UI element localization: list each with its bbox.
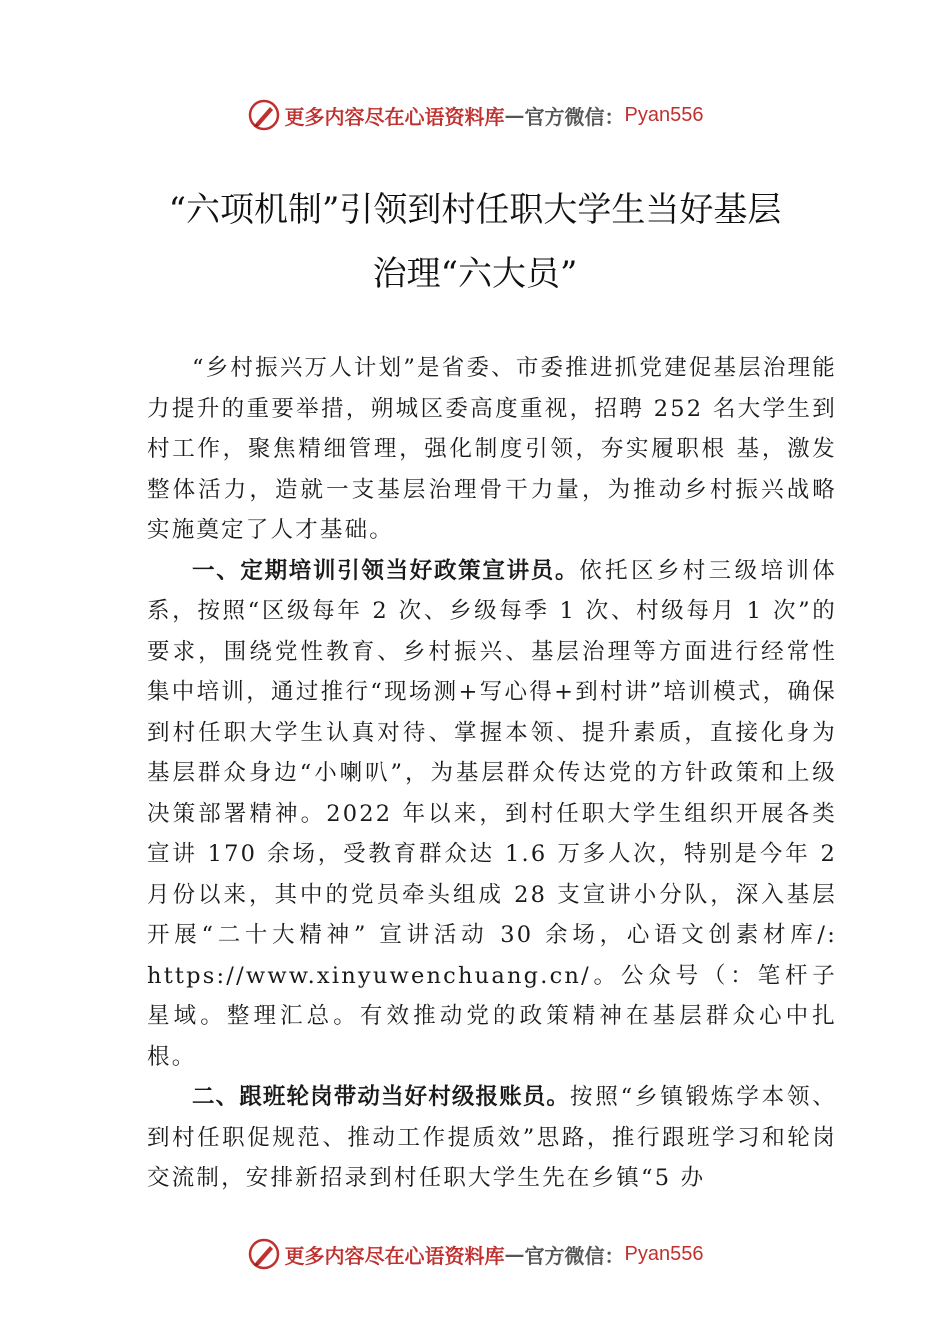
document-body (147, 348, 837, 1199)
watermark-brand-text: 更多内容尽在心语资料库 (284, 104, 505, 129)
watermark-banner-bottom (0, 1234, 950, 1274)
document-title-line-2: 治理“六大员” (372, 254, 578, 294)
section-2-body: 按照“乡镇锻炼学本领、到村任职促规范、推动工作提质效”思路，推行跟班学习和轮岗交流制，安排新招录到村任职大学生先在乡镇“5 办 (147, 1084, 837, 1191)
document-title-line-1: “六项机制”引领到村任职大学生当好基层 (168, 190, 782, 230)
pen-circle-logo-icon (247, 1237, 281, 1271)
section-1-heading: 一、定期培训引领当好政策宣讲员。 (192, 557, 580, 584)
section-1-paragraph (147, 551, 837, 1078)
intro-paragraph: “乡村振兴万人计划”是省委、市委推进抓党建促基层治理能力提升的重要举措，朔城区委高度重视，招聘 252 名大学生到村工作，聚焦精细管理，强化制度引领，夯实履职根 基，激发整体活力，造就一支基层治理骨干力量，为推动乡村振兴战略实施奠定了人才基础。 (147, 355, 837, 543)
watermark-wechat-label: 官方微信： (524, 104, 625, 129)
watermark-dash: — (504, 103, 525, 127)
section-2-paragraph (147, 1077, 837, 1199)
section-2-heading: 二、跟班轮岗带动当好村级报账员。 (192, 1084, 571, 1110)
watermark-wechat-handle: Pyan556 (624, 1242, 704, 1265)
section-1-body: 依托区乡村三级培训体系，按照“区级每年 2 次、乡级每季 1 次、村级每月 1 次”的要求，围绕党性教育、乡村振兴、基层治理等方面进行经常性集中培训，通过推行“现场测+写心得+到村讲”培训模式，确保到村任职大学生认真对待、掌握本领、提升素质，直接化身为基层群众身边“小喇叭”，为基层群众传达党的方针政策和上级决策部署精神。2022 年以来，到村任职大学生组织开展各类宣讲 170 余场，受教育群众达 1.6 万多人次，特别是今年 2 月份以来，其中的党员牵头组成 28 支宣讲小分队，深入基层开展“二十大精神” 宣讲活动 30 余场，心语文创素材库/: https://www.xinyuwenchuang.cn/。公众号（：笔杆子星域。整理汇总。有效推动党的政策精神在基层群众心中扎根。 (147, 557, 837, 1070)
watermark-dash: — (504, 1242, 525, 1266)
pen-circle-logo-icon (247, 98, 281, 132)
watermark-banner-top (0, 95, 950, 135)
watermark-wechat-label: 官方微信： (524, 1243, 625, 1268)
watermark-wechat-handle: Pyan556 (624, 103, 704, 126)
watermark-brand-text: 更多内容尽在心语资料库 (284, 1243, 505, 1268)
